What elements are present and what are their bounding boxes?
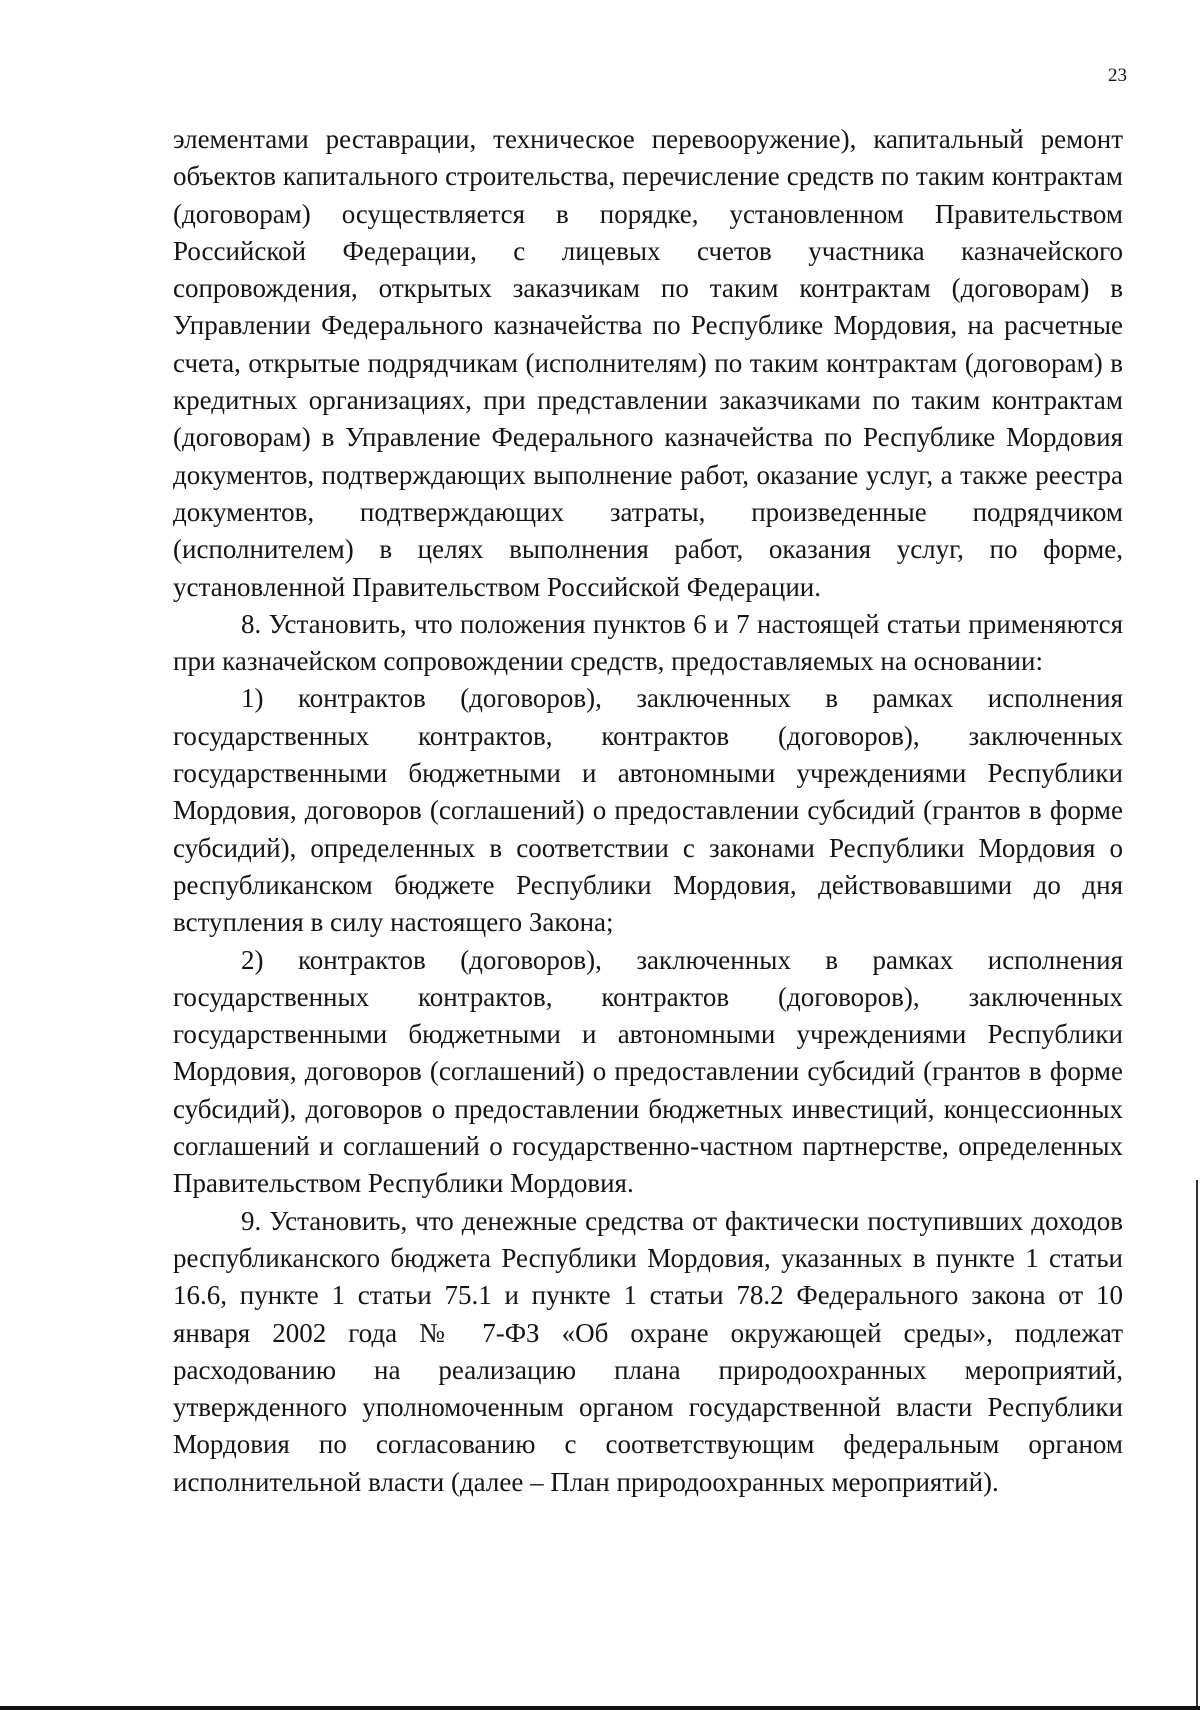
page-number: 23: [1108, 65, 1127, 86]
paragraph-item-9: 9. Установить, что денежные средства от фактически поступивших доходов республиканского бюджета Республики Мордовия, указанных в пункте 1 статьи 16.6, пункте 1 статьи 75.1 и пункте 1 статьи 78.2 Федерального закона от 10 января 2002 года № 7-ФЗ «Об охране окружающей среды», подлежат расходованию на реализацию плана природоохранных мероприятий, утвержденного уполномоченным органом государственной власти Республики Мордовия по согласованию с соответствующим федеральным органом исполнительной власти (далее – План природоохранных мероприятий).: [173, 1205, 1123, 1497]
document-body: [173, 121, 1123, 1501]
paragraph-item-8: 8. Установить, что положения пунктов 6 и 7 настоящей статьи применяются при казначейском сопровождении средств, предоставляемых на основании:: [173, 608, 1123, 677]
scan-right-edge-line: [1196, 1180, 1198, 1710]
paragraph-subitem-1: 1) контрактов (договоров), заключенных в рамках исполнения государственных контрактов, контрактов (договоров), заключенных государственными бюджетными и автономными учреждениями Республики Мордовия, договоров (соглашений) о предоставлении субсидий (грантов в форме субсидий), определенных в соответствии с законами Республики Мордовия о республиканском бюджете Республики Мордовия, действовавшими до дня вступления в силу настоящего Закона;: [173, 683, 1123, 938]
scan-bottom-edge-line: [0, 1706, 1200, 1710]
paragraph-continuation: элементами реставрации, техническое перевооружение), капитальный ремонт объектов капитального строительства, перечисление средств по таким контрактам (договорам) осуществляется в порядке, установленном Правительством Российской Федерации, с лицевых счетов участника казначейского сопровождения, открытых заказчикам по таким контрактам (договорам) в Управлении Федерального казначейства по Республике Мордовия, на расчетные счета, открытые подрядчикам (исполнителям) по таким контрактам (договорам) в кредитных организациях, при представлении заказчиками по таким контрактам (договорам) в Управление Федерального казначейства по Республике Мордовия документов, подтверждающих выполнение работ, оказание услуг, а также реестра документов, подтверждающих затраты, произведенные подрядчиком (исполнителем) в целях выполнения работ, оказания услуг, по форме, установленной Правительством Российской Федерации.: [173, 124, 1123, 602]
paragraph-subitem-2: 2) контрактов (договоров), заключенных в рамках исполнения государственных контрактов, контрактов (договоров), заключенных государственными бюджетными и автономными учреждениями Республики Мордовия, договоров (соглашений) о предоставлении субсидий (грантов в форме субсидий), договоров о предоставлении бюджетных инвестиций, концессионных соглашений и соглашений о государственно-частном партнерстве, определенных Правительством Республики Мордовия.: [173, 944, 1123, 1199]
